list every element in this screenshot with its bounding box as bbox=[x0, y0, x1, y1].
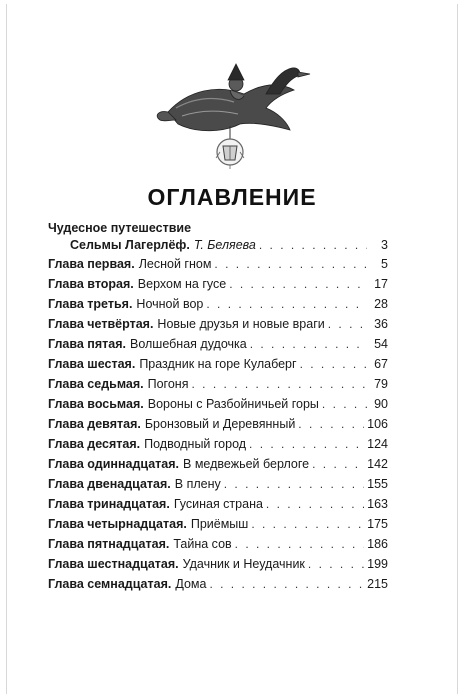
chapter-title: Дома bbox=[175, 577, 207, 591]
page-number: 175 bbox=[367, 517, 388, 531]
toc-entry-chapter[interactable] bbox=[48, 494, 388, 514]
page-number: 199 bbox=[367, 557, 388, 571]
toc-entry-chapter[interactable] bbox=[48, 354, 388, 374]
dot-leader bbox=[298, 414, 364, 434]
intro-author: Т. Беляева bbox=[193, 238, 256, 252]
chapter-list bbox=[48, 254, 388, 594]
chapter-title: Погоня bbox=[147, 377, 189, 391]
table-of-contents bbox=[48, 220, 388, 594]
chapter-label: Глава тринадцатая. bbox=[48, 497, 170, 511]
chapter-label: Глава четырнадцатая. bbox=[48, 517, 187, 531]
dot-leader bbox=[209, 574, 364, 594]
page-number: 5 bbox=[381, 257, 388, 271]
dot-leader bbox=[235, 534, 364, 554]
toc-entry-chapter[interactable] bbox=[48, 254, 388, 274]
dot-leader bbox=[251, 514, 364, 534]
intro-title-bold: Сельмы Лагерлёф. bbox=[70, 238, 190, 252]
dot-leader bbox=[229, 274, 367, 294]
chapter-title: Приёмыш bbox=[190, 517, 249, 531]
toc-entry-chapter[interactable] bbox=[48, 434, 388, 454]
chapter-label: Глава вторая. bbox=[48, 277, 134, 291]
dot-leader bbox=[224, 474, 364, 494]
page-number: 215 bbox=[367, 577, 388, 591]
chapter-title: Новые друзья и новые враги bbox=[157, 317, 325, 331]
dot-leader bbox=[214, 254, 367, 274]
page-number: 186 bbox=[367, 537, 388, 551]
dot-leader bbox=[266, 494, 364, 514]
page-number: 3 bbox=[381, 238, 388, 252]
dot-leader bbox=[322, 394, 367, 414]
chapter-label: Глава семнадцатая. bbox=[48, 577, 172, 591]
chapter-label: Глава десятая. bbox=[48, 437, 141, 451]
dot-leader bbox=[300, 354, 367, 374]
toc-entry-chapter[interactable] bbox=[48, 454, 388, 474]
page-number: 28 bbox=[374, 297, 388, 311]
page-number: 90 bbox=[374, 397, 388, 411]
chapter-label: Глава пятая. bbox=[48, 337, 126, 351]
dot-leader bbox=[259, 237, 367, 254]
toc-entry-chapter[interactable] bbox=[48, 514, 388, 534]
page-number: 124 bbox=[367, 437, 388, 451]
chapter-title: Вороны с Разбойничьей горы bbox=[147, 397, 319, 411]
toc-entry-intro[interactable] bbox=[48, 237, 388, 254]
dot-leader bbox=[191, 374, 367, 394]
chapter-title: В медвежьей берлоге bbox=[183, 457, 310, 471]
toc-entry-chapter[interactable] bbox=[48, 534, 388, 554]
intro-line1: Чудесное путешествие bbox=[48, 221, 192, 235]
chapter-label: Глава четвёртая. bbox=[48, 317, 154, 331]
chapter-title: Удачник и Неудачник bbox=[182, 557, 305, 571]
page-title: ОГЛАВЛЕНИЕ bbox=[147, 184, 317, 210]
toc-entry-chapter[interactable] bbox=[48, 574, 388, 594]
chapter-title: Тайна сов bbox=[173, 537, 232, 551]
chapter-label: Глава первая. bbox=[48, 257, 135, 271]
chapter-label: Глава восьмая. bbox=[48, 397, 144, 411]
chapter-title: Верхом на гусе bbox=[137, 277, 227, 291]
chapter-title: Гусиная страна bbox=[173, 497, 263, 511]
chapter-label: Глава пятнадцатая. bbox=[48, 537, 170, 551]
page-number: 106 bbox=[367, 417, 388, 431]
page-number: 36 bbox=[374, 317, 388, 331]
chapter-title: Ночной вор bbox=[136, 297, 204, 311]
page-number: 17 bbox=[374, 277, 388, 291]
dot-leader bbox=[312, 454, 364, 474]
chapter-label: Глава шестая. bbox=[48, 357, 136, 371]
dot-leader bbox=[206, 294, 367, 314]
toc-entry-chapter[interactable] bbox=[48, 414, 388, 434]
dot-leader bbox=[249, 434, 364, 454]
chapter-label: Глава седьмая. bbox=[48, 377, 144, 391]
chapter-label: Глава девятая. bbox=[48, 417, 141, 431]
chapter-label: Глава шестнадцатая. bbox=[48, 557, 179, 571]
chapter-label: Глава третья. bbox=[48, 297, 133, 311]
toc-entry-chapter[interactable] bbox=[48, 554, 388, 574]
chapter-label: Глава одиннадцатая. bbox=[48, 457, 180, 471]
toc-entry-chapter[interactable] bbox=[48, 314, 388, 334]
chapter-title: В плену bbox=[174, 477, 221, 491]
chapter-title: Бронзовый и Деревянный bbox=[144, 417, 296, 431]
page-number: 67 bbox=[374, 357, 388, 371]
chapter-title: Лесной гном bbox=[138, 257, 212, 271]
toc-entry-chapter[interactable] bbox=[48, 394, 388, 414]
chapter-title: Праздник на горе Кулаберг bbox=[139, 357, 297, 371]
toc-entry-chapter[interactable] bbox=[48, 474, 388, 494]
page-number: 54 bbox=[374, 337, 388, 351]
toc-entry-chapter[interactable] bbox=[48, 334, 388, 354]
toc-entry-chapter[interactable] bbox=[48, 374, 388, 394]
goose-rider-vignette-icon bbox=[148, 50, 318, 170]
chapter-title: Подводный город bbox=[144, 437, 247, 451]
toc-entry-chapter[interactable] bbox=[48, 274, 388, 294]
dot-leader bbox=[250, 334, 367, 354]
page-number: 155 bbox=[367, 477, 388, 491]
page-number: 79 bbox=[374, 377, 388, 391]
dot-leader bbox=[328, 314, 367, 334]
page-number: 142 bbox=[367, 457, 388, 471]
toc-entry-chapter[interactable] bbox=[48, 294, 388, 314]
dot-leader bbox=[308, 554, 364, 574]
chapter-title: Волшебная дудочка bbox=[130, 337, 247, 351]
chapter-label: Глава двенадцатая. bbox=[48, 477, 171, 491]
page-number: 163 bbox=[367, 497, 388, 511]
